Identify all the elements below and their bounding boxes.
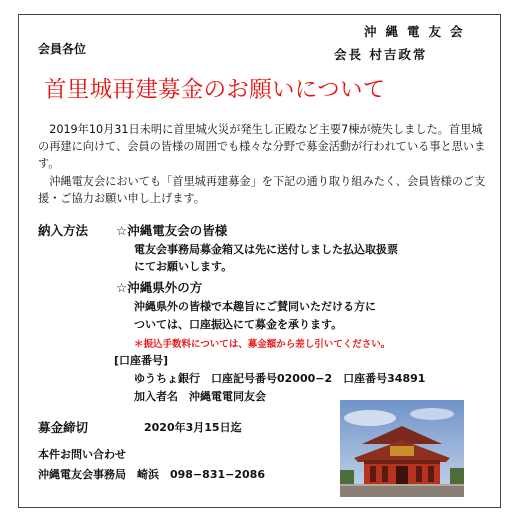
page-title: 首里城再建募金のお願いについて xyxy=(44,77,386,103)
outside-heading: ☆沖縄県外の方 xyxy=(116,280,203,295)
payment-method-label: 納入方法 xyxy=(38,223,89,238)
organization-name: 沖縄電友会 xyxy=(364,24,472,39)
request-text: 沖縄電友会においても「首里城再建募金」を下記の通り取り組みたく、会員皆様のご支援・ご協力お願い申し上げます。 xyxy=(38,175,486,205)
deadline-date: 2020年3月15日迄 xyxy=(144,421,242,434)
fee-note: ＊振込手数料については、募金額から差し引いてください。 xyxy=(134,339,391,350)
sender-name: 会長 村吉政常 xyxy=(334,47,428,62)
members-line-1: 電友会事務局募金箱又は先に送付しました払込取扱票 xyxy=(134,243,398,256)
request-paragraph xyxy=(38,173,488,207)
addressee: 会員各位 xyxy=(38,42,87,56)
members-heading: ☆沖縄電友会の皆様 xyxy=(116,223,228,238)
account-label: [口座番号] xyxy=(114,354,169,367)
contact-heading: 本件お問い合わせ xyxy=(38,448,126,461)
deadline-label: 募金締切 xyxy=(38,420,89,435)
outside-line-2: ついては、口座振込にて募金を承ります。 xyxy=(134,318,343,331)
bank-account-line: ゆうちょ銀行 口座記号番号02000−2 口座番号34891 xyxy=(134,372,426,385)
outside-line-1: 沖縄県外の皆様で本趣旨にご賛同いただける方に xyxy=(134,300,376,313)
contact-details: 沖縄電友会事務局 崎浜 098−831−2086 xyxy=(38,468,265,481)
members-line-2: にてお願いします。 xyxy=(134,260,233,273)
shurijo-castle-photo-icon xyxy=(340,400,464,497)
intro-text: 2019年10月31日未明に首里城火災が発生し正殿など主要7棟が焼失しました。首里城の再建に向けて、会員の皆様の周囲でも様々な分野で募金活動が行われている事と思います。 xyxy=(38,123,486,170)
intro-paragraph xyxy=(38,121,488,172)
account-holder-line: 加入者名 沖縄電電同友会 xyxy=(134,390,266,403)
